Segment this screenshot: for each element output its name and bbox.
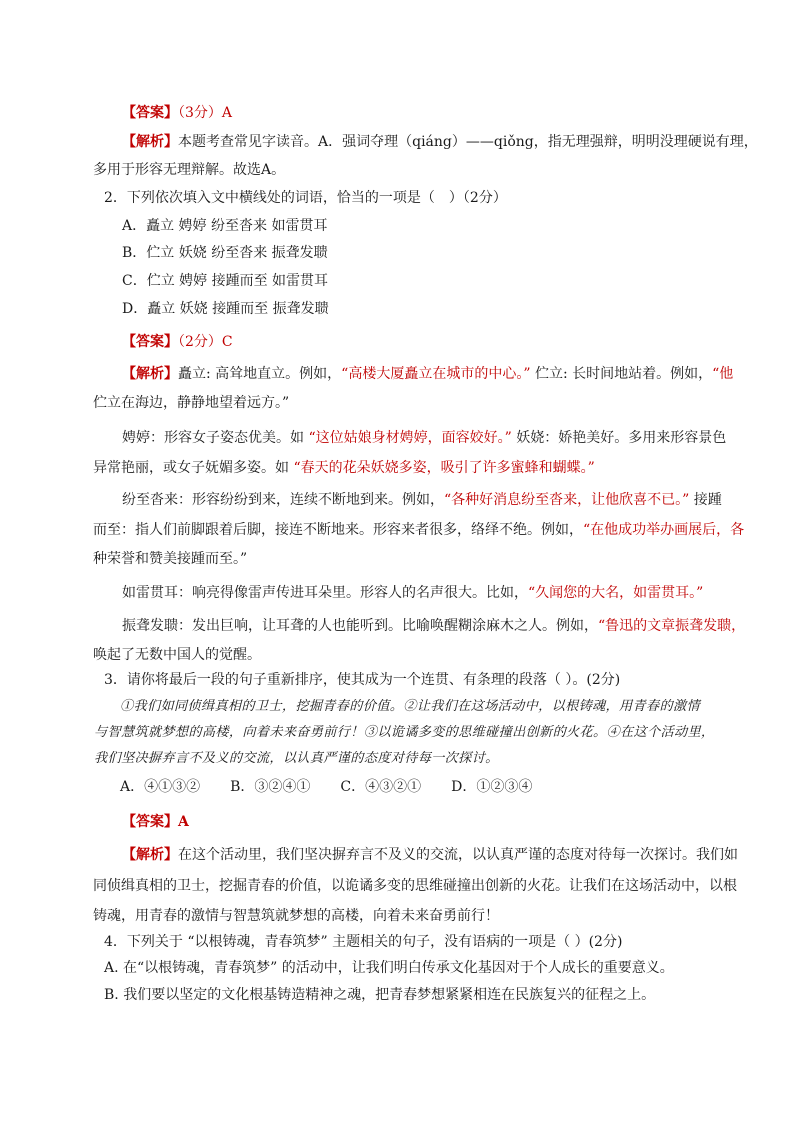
- q3-choices: [120, 777, 562, 797]
- q4-option-b: B. 我们要以坚定的文化根基铸造精神之魂，把青春梦想紧紧相连在民族复兴的征程之上。: [104, 987, 656, 1003]
- q1-analysis-line: [122, 132, 758, 152]
- q2-analysis-line: [93, 520, 744, 540]
- analysis-text: 伫立: 长时间地站着。例如，: [530, 366, 713, 382]
- q2-analysis-line: [122, 583, 703, 603]
- analysis-label: 【解析】: [122, 366, 178, 382]
- analysis-text: 在这个活动里，我们坚决摒弃言不及义的交流，以认真严谨的态度对待每一次探讨。我们如: [178, 847, 738, 863]
- q2-analysis-line: 唤起了无数中国人的觉醒。: [93, 647, 261, 663]
- q2-analysis-line: 种荣誉和赞美接踵而至。”: [93, 551, 248, 567]
- analysis-text: 妖娆：娇艳美好。多用来形容景色: [511, 430, 727, 446]
- example-quote: “各种好消息纷至沓来，让他欣喜不已。”: [444, 492, 690, 508]
- example-quote: “这位姑娘身材娉婷，面容姣好。”: [308, 430, 512, 446]
- analysis-label: 【解析】: [122, 134, 178, 150]
- q1-answer: [122, 103, 232, 123]
- q3-passage-line: 与智慧筑就梦想的高楼，向着未来奋勇前行！③以诡谲多变的思维碰撞出创新的火花。④在这个活动里，: [94, 725, 715, 740]
- analysis-text: 本题考查常见字读音。A．强词夺理（qiáng）——qiǒng，指无理强辩，明明没理硬说有理，: [178, 134, 758, 150]
- q2-option-d: D．矗立 妖娆 接踵而至 振聋发聩: [122, 301, 329, 317]
- analysis-text: 接踵: [689, 492, 722, 508]
- analysis-label: 【解析】: [122, 847, 178, 863]
- answer-label: 【答案】: [122, 105, 178, 121]
- q3-analysis-line: 同侦缉真相的卫士，挖掘青春的价值，以诡谲多变的思维碰撞出创新的火花。让我们在这场活动中，以根: [93, 878, 737, 894]
- q2-analysis-line: [122, 364, 733, 384]
- q4-option-a: A. 在“以根铸魂，青春筑梦” 的活动中，让我们明白传承文化基因对于个人成长的重要意义。: [104, 960, 674, 976]
- q3-choice-a: A．④①③②: [120, 779, 201, 795]
- q2-option-a: A．矗立 娉婷 纷至沓来 如雷贯耳: [122, 218, 328, 234]
- q3-analysis-line: [122, 845, 738, 865]
- analysis-text: 如雷贯耳：响亮得像雷声传进耳朵里。形容人的名声很大。比如，: [122, 585, 528, 601]
- q3-passage-line: ①我们如同侦缉真相的卫士，挖掘青春的价值。②让我们在这场活动中，以根铸魂，用青春的激情: [120, 699, 700, 714]
- analysis-text: 娉婷：形容女子姿态优美。如: [122, 430, 309, 446]
- q2-analysis-line: [122, 428, 726, 448]
- analysis-text: 而至：指人们前脚跟着后脚，接连不断地来。形容来者很多，络绎不绝。例如，: [93, 522, 583, 538]
- q2-option-c: C．伫立 娉婷 接踵而至 如雷贯耳: [122, 273, 329, 289]
- example-quote: “春天的花朵妖娆多姿，吸引了许多蜜蜂和蝴蝶。”: [293, 460, 595, 476]
- q2-analysis-line: [93, 458, 595, 478]
- answer-text: （3分）A: [178, 105, 233, 121]
- answer-text: A: [178, 814, 189, 830]
- example-quote: “鲁迅的文章振聋发聩，: [598, 618, 746, 634]
- q2-analysis-line: 伫立在海边，静静地望着远方。”: [93, 395, 290, 411]
- analysis-text: 矗立: 高耸地直立。例如，: [178, 366, 342, 382]
- q3-passage-line: 我们坚决摒弃言不及义的交流，以认真严谨的态度对待每一次探讨。: [94, 751, 499, 766]
- q2-stem: 2．下列依次填入文中横线处的词语，恰当的一项是（ ）（2分）: [104, 190, 507, 206]
- q3-stem: 3．请你将最后一段的句子重新排序，使其成为一个连贯、有条理的段落（ ）。(2分): [104, 672, 621, 688]
- answer-label: 【答案】: [122, 814, 178, 830]
- analysis-text: 振聋发聩：发出巨响，让耳聋的人也能听到。比喻唤醒糊涂麻木之人。例如，: [122, 618, 598, 634]
- q3-choice-d: D．①②③④: [451, 779, 533, 795]
- example-quote: “在他成功举办画展后，各: [583, 522, 745, 538]
- answer-text: （2分）C: [178, 334, 233, 350]
- example-quote: “他: [712, 366, 734, 382]
- q3-choice-b: B．③②④①: [230, 779, 311, 795]
- q3-answer: [122, 812, 189, 832]
- q2-answer: [122, 332, 233, 352]
- q1-analysis-line: 多用于形容无理辩解。故选A。: [93, 162, 286, 178]
- analysis-text: 纷至沓来：形容纷纷到来，连续不断地到来。例如，: [122, 492, 444, 508]
- q2-analysis-line: [122, 616, 745, 636]
- example-quote: “高楼大厦矗立在城市的中心。”: [341, 366, 531, 382]
- q3-choice-c: C．④③②①: [340, 779, 422, 795]
- q4-stem: 4．下列关于 “以根铸魂，青春筑梦” 主题相关的句子，没有语病的一项是（ ）(2分): [104, 934, 623, 950]
- q2-analysis-line: [122, 490, 722, 510]
- answer-label: 【答案】: [122, 334, 178, 350]
- analysis-text: 异常艳丽，或女子妩媚多姿。如: [93, 460, 294, 476]
- q2-option-b: B．伫立 妖娆 纷至沓来 振聋发聩: [122, 245, 328, 261]
- q3-analysis-line: 铸魂，用青春的激情与智慧筑就梦想的高楼，向着未来奋勇前行！: [93, 908, 499, 924]
- example-quote: “久闻您的大名，如雷贯耳。”: [528, 585, 704, 601]
